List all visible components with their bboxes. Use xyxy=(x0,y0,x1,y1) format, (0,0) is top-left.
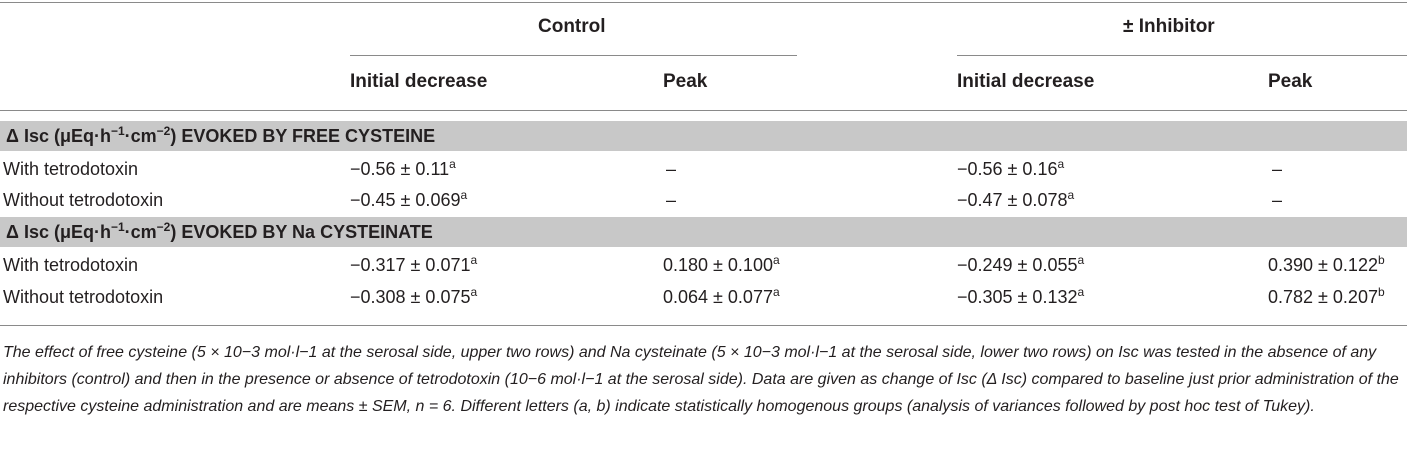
group-header-control: Control xyxy=(538,16,606,37)
row-label: With tetrodotoxin xyxy=(3,255,139,275)
row-label: Without tetrodotoxin xyxy=(3,287,164,307)
inhibitor-initial-value: −0.305 ± 0.132$^a$ xyxy=(957,285,1085,307)
section-title: Δ Isc $(\mu Eq\cdot h^{-1}\cdot cm^{-2})$ EVOKED BY Na CYSTEINATE xyxy=(6,220,433,242)
inhibitor-peak-value: 0.390 ± 0.122$^b$ xyxy=(1268,253,1385,275)
control-peak-value: – xyxy=(666,190,677,210)
row-label: Without tetrodotoxin xyxy=(3,190,164,210)
control-initial-value: −0.56 ± 0.11$^a$ xyxy=(350,157,456,179)
col-header-control-peak: Peak xyxy=(663,71,708,92)
control-initial-value: −0.308 ± 0.075$^a$ xyxy=(350,285,478,307)
inhibitor-peak-value: 0.782 ± 0.207$^b$ xyxy=(1268,285,1385,307)
inhibitor-initial-value: −0.249 ± 0.055$^a$ xyxy=(957,253,1085,275)
inhibitor-peak-value: – xyxy=(1272,190,1283,210)
control-initial-value: −0.45 ± 0.069$^a$ xyxy=(350,188,468,210)
section-band-free-cysteine xyxy=(0,121,1407,151)
section-title: Δ Isc $(\mu Eq\cdot h^{-1}\cdot cm^{-2})$ EVOKED BY FREE CYSTEINE xyxy=(6,124,436,146)
control-peak-value: 0.180 ± 0.100$^a$ xyxy=(663,253,780,275)
control-span-rule xyxy=(350,55,797,56)
row-label: With tetrodotoxin xyxy=(3,159,139,179)
control-initial-value: −0.317 ± 0.071$^a$ xyxy=(350,253,478,275)
inhibitor-initial-value: −0.47 ± 0.078$^a$ xyxy=(957,188,1075,210)
col-header-inhibitor-peak: Peak xyxy=(1268,71,1313,92)
table-bottom-rule xyxy=(0,325,1407,326)
table-top-rule xyxy=(0,2,1407,3)
col-header-inhibitor-initial: Initial decrease xyxy=(957,71,1095,92)
col-header-control-initial: Initial decrease xyxy=(350,71,488,92)
group-header-inhibitor: ± Inhibitor xyxy=(1123,16,1215,37)
section-band-na-cysteinate xyxy=(0,217,1407,247)
inhibitor-initial-value: −0.56 ± 0.16$^a$ xyxy=(957,157,1065,179)
inhibitor-span-rule xyxy=(957,55,1407,56)
control-peak-value: – xyxy=(666,159,677,179)
control-peak-value: 0.064 ± 0.077$^a$ xyxy=(663,285,780,307)
inhibitor-peak-value: – xyxy=(1272,159,1283,179)
table-footnote: The effect of free cysteine (5 × 10−3 mol·l−1 at the serosal side, upper two rows) and Na cysteinate (5 × 10−3 mol·l−1 at the serosal side, lower two rows) on Isc was tested in the absence of any inhibitors (control) and then in the presence or absence of tetrodotoxin (10−6 mol·l−1 at the serosal side). Data are given as change of Isc (Δ Isc) compared to baseline just prior administration of the respective cysteine administration and are means ± SEM, n = 6. Different letters (a, b) indicate statistically homogenous groups (analysis of variances followed by post hoc test of Tukey). xyxy=(3,344,1399,415)
header-bottom-rule xyxy=(0,110,1407,111)
